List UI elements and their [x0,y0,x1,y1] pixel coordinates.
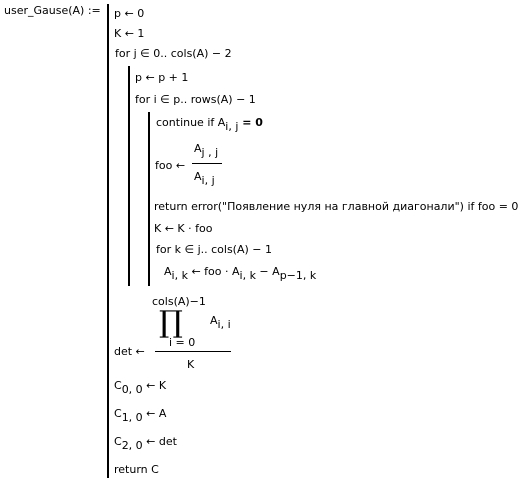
foo-fraction-bar [192,163,222,164]
line-return-C: return C [114,463,159,476]
C20-subscript: 2, 0 [121,439,143,452]
A-update-rhs-subscript: p−1, k [279,269,317,282]
C20-name: C [114,435,122,448]
A-update-mid-subscript: i, k [239,269,256,282]
C00-subscript: 0, 0 [121,383,143,396]
prod-term-subscript: i, i [217,318,231,331]
A-update-lhs: A [164,265,172,278]
program-bar-for-i [148,112,150,286]
A-update-rhs: − A [255,265,280,278]
C00-name: C [114,379,122,392]
line-for-i: for i ∈ p.. rows(A) − 1 [135,93,256,106]
foo-den-subscript: i, j [201,174,215,187]
line-continue [156,116,263,133]
line-p-init: p ← 0 [114,7,145,20]
line-return-error: return error("Появление нуля на главной диагонали") if foo = 0 [154,200,519,213]
foo-num-A: A [194,142,202,155]
continue-subscript: i, j [225,120,239,133]
foo-lhs: foo ← [155,159,186,172]
program-bar-main [107,4,109,478]
line-C20 [114,435,177,452]
C10-rhs: ← A [142,407,167,420]
program-bar-for-j [128,66,130,286]
line-C00 [114,379,167,396]
line-for-k: for k ∈ j.. cols(A) − 1 [156,243,272,256]
line-C10 [114,407,167,424]
line-K-update: K ← K · foo [154,222,213,235]
product-symbol: ∏ [159,305,183,340]
det-denominator: K [187,358,195,371]
continue-equals: = 0 [238,116,263,129]
line-p-increment: p ← p + 1 [135,71,189,84]
line-A-update [164,265,317,282]
prod-lower-limit: i = 0 [169,336,196,349]
foo-num-subscript: j , j [201,146,219,159]
line-for-j: for j ∈ 0.. cols(A) − 2 [115,47,232,60]
function-definition: user_Gause(A) := [4,4,101,17]
C00-rhs: ← K [142,379,167,392]
prod-term-A: A [210,314,218,327]
det-fraction-bar [155,351,231,352]
continue-text: continue if A [156,116,226,129]
foo-den-A: A [194,170,202,183]
C20-rhs: ← det [142,435,177,448]
C10-subscript: 1, 0 [121,411,143,424]
A-update-mid: ← foo · A [187,265,240,278]
foo-denominator [194,170,215,187]
C10-name: C [114,407,122,420]
line-K-init: K ← 1 [114,27,145,40]
A-update-lhs-subscript: i, k [171,269,188,282]
prod-term [210,314,231,331]
prod-upper-limit: cols(A)−1 [152,295,206,308]
det-lhs: det ← [114,345,145,358]
foo-numerator [194,142,219,159]
